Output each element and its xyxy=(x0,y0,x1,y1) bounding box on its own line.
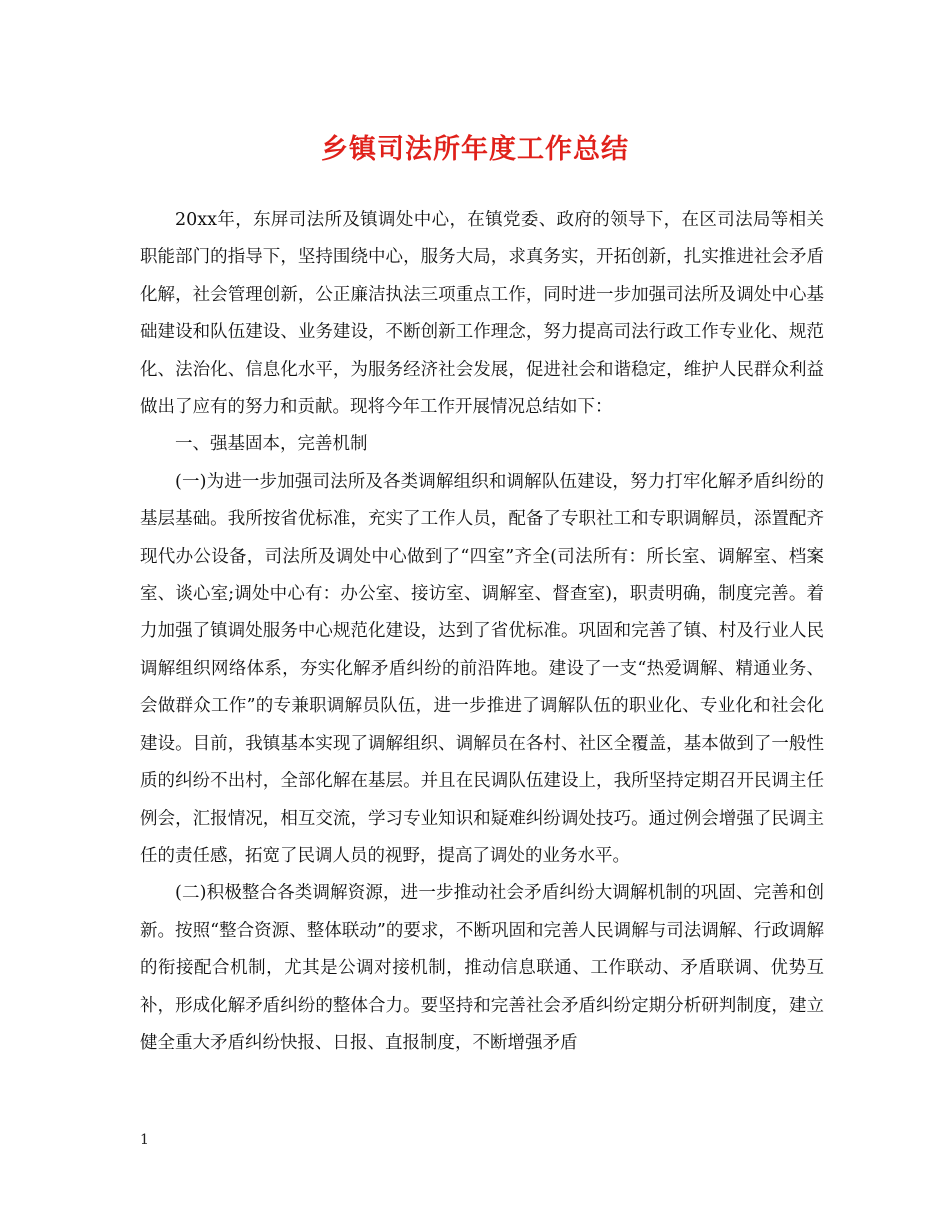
document-title: 乡镇司法所年度工作总结 xyxy=(321,134,629,165)
paragraph-intro: 20xx年，东屏司法所及镇调处中心，在镇党委、政府的领导下，在区司法局等相关职能部门的指导下，坚持围绕中心，服务大局，求真务实，开拓创新，扎实推进社会矛盾化解，社会管理创新，公正廉洁执法三项重点工作，同时进一步加强司法所及调处中心基础建设和队伍建设、业务建设，不断创新工作理念，努力提高司法行政工作专业化、规范化、法治化、信息化水平，为服务经济社会发展，促进社会和谐稳定，维护人民群众利益做出了应有的努力和贡献。现将今年工作开展情况总结如下： xyxy=(140,210,824,418)
paragraph-section-1-2: (二)积极整合各类调解资源，进一步推动社会矛盾纠纷大调解机制的巩固、完善和创新。按照“整合资源、整体联动”的要求，不断巩固和完善人民调解与司法调解、行政调解的衔接配合机制，尤其是公调对接机制，推动信息联通、工作联动、矛盾联调、优势互补，形成化解矛盾纠纷的整体合力。要坚持和完善社会矛盾纠纷定期分析研判制度，建立健全重大矛盾纠纷快报、日报、直报制度，不断增强矛盾 xyxy=(140,883,824,1053)
document-body xyxy=(140,202,824,1062)
paragraph-section-1-1: (一)为进一步加强司法所及各类调解组织和调解队伍建设，努力打牢化解矛盾纠纷的基层基础。我所按省优标准，充实了工作人员，配备了专职社工和专职调解员，添置配齐现代办公设备，司法所及调处中心做到了“四室”齐全(司法所有：所长室、调解室、档案室、谈心室;调处中心有：办公室、接访室、调解室、督查室)，职责明确，制度完善。着力加强了镇调处服务中心规范化建设，达到了省优标准。巩固和完善了镇、村及行业人民调解组织网络体系，夯实化解矛盾纠纷的前沿阵地。建设了一支“热爱调解、精通业务、会做群众工作”的专兼职调解员队伍，进一步推进了调解队伍的职业化、专业化和社会化建设。目前，我镇基本实现了调解组织、调解员在各村、社区全覆盖，基本做到了一般性质的纠纷不出村，全部化解在基层。并且在民调队伍建设上，我所坚持定期召开民调主任例会，汇报情况，相互交流，学习专业知识和疑难纠纷调处技巧。通过例会增强了民调主任的责任感，拓宽了民调人员的视野，提高了调处的业务水平。 xyxy=(140,471,824,866)
page-number: 1 xyxy=(140,1132,149,1148)
section-heading-1: 一、强基固本，完善机制 xyxy=(175,434,368,455)
